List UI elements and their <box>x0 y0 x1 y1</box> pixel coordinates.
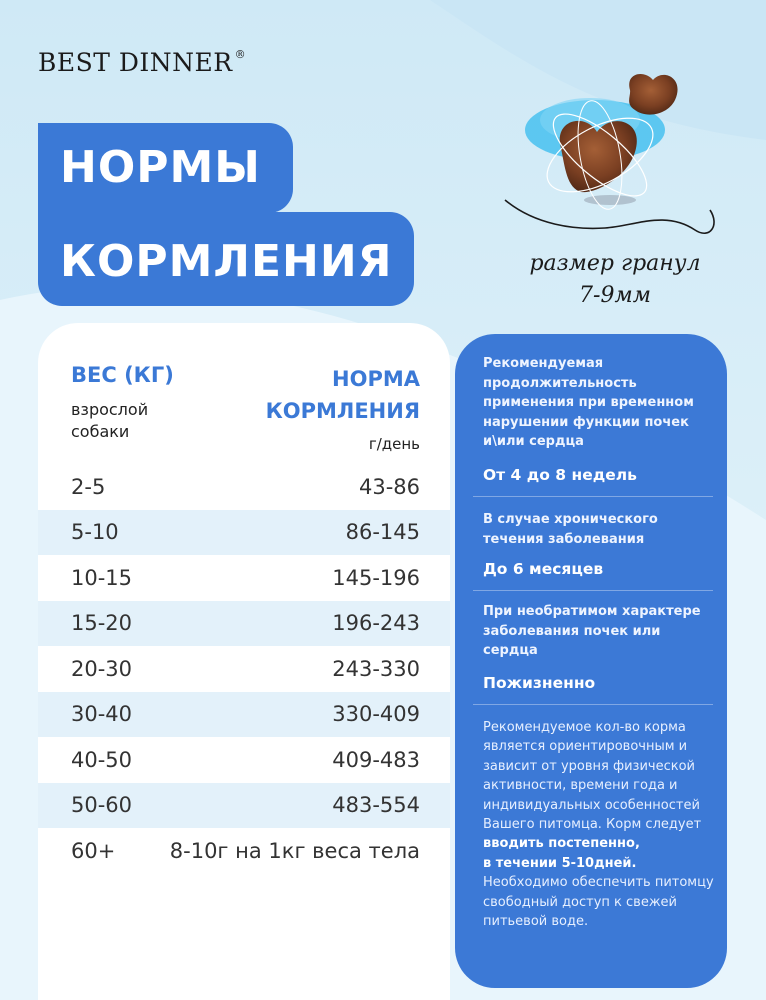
table-row <box>38 692 450 738</box>
norm-cell: 483-554 <box>332 793 420 818</box>
temporary-condition-duration: От 4 до 8 недель <box>483 466 637 484</box>
table-row <box>38 828 450 874</box>
weight-cell: 15-20 <box>71 611 133 636</box>
norm-cell: 409-483 <box>332 747 420 772</box>
weight-cell: 50-60 <box>71 793 133 818</box>
weight-cell: 60+ <box>71 838 116 863</box>
table-row <box>38 510 450 556</box>
granule-size-value: 7-9мм <box>579 283 651 308</box>
table-row <box>38 646 450 692</box>
granule-size-title: размер гранул <box>529 251 701 276</box>
weight-cell: 10-15 <box>71 565 133 590</box>
weight-header: ВЕС (КГ) <box>71 363 174 387</box>
weight-cell: 30-40 <box>71 702 133 727</box>
kibble-illustration <box>495 60 735 260</box>
norm-cell: 243-330 <box>332 656 420 681</box>
weight-cell: 2-5 <box>71 474 106 499</box>
table-row <box>38 737 450 783</box>
feeding-note-intro: Рекомендуемое кол-во корма является ориентировочным и зависит от уровня физической активности, времени года и индивидуальных особенностей Вашего питомца. Корм следует <box>483 720 702 833</box>
feeding-note-emphasis-1: вводить постепенно, <box>483 836 640 852</box>
feeding-table <box>38 323 450 1000</box>
norm-cell: 8-10г на 1кг веса тела <box>169 838 420 863</box>
chronic-condition-text: В случае хронического течения заболевания <box>483 512 658 547</box>
table-row <box>38 555 450 601</box>
norm-cell: 43-86 <box>358 474 420 499</box>
brand-name: BEST DINNER <box>38 48 233 77</box>
weight-subheader: взрослой собаки <box>71 400 149 441</box>
granule-size-label <box>500 248 730 312</box>
brand-logo <box>38 48 246 77</box>
feeding-note-water: Необходимо обеспечить питомцу свободный доступ к свежей питьевой воде. <box>483 875 714 930</box>
divider <box>473 704 713 705</box>
feeding-note <box>483 718 715 931</box>
norm-unit: г/день <box>368 435 420 453</box>
title-line-2: КОРМЛЕНИЯ <box>38 212 414 306</box>
weight-cell: 5-10 <box>71 520 119 545</box>
feeding-note-emphasis-2: в течении 5-10дней. <box>483 855 637 871</box>
irreversible-condition-duration: Пожизненно <box>483 674 596 692</box>
table-row <box>38 783 450 829</box>
norm-cell: 196-243 <box>332 611 420 636</box>
table-row <box>38 464 450 510</box>
title-line-1: НОРМЫ <box>38 123 293 213</box>
weight-cell: 20-30 <box>71 656 133 681</box>
irreversible-condition-text: При необратимом характере заболевания почек или сердца <box>483 604 701 658</box>
norm-header: НОРМА КОРМЛЕНИЯ <box>265 367 420 423</box>
brand-registered-mark: ® <box>234 48 247 61</box>
table-row <box>38 601 450 647</box>
norm-cell: 145-196 <box>332 565 420 590</box>
norm-cell: 86-145 <box>345 520 420 545</box>
chronic-condition-duration: До 6 месяцев <box>483 560 604 578</box>
weight-cell: 40-50 <box>71 747 133 772</box>
norm-cell: 330-409 <box>332 702 420 727</box>
table-body <box>38 464 450 874</box>
divider <box>473 590 713 591</box>
divider <box>473 496 713 497</box>
usage-duration-card <box>455 334 727 988</box>
temporary-condition-text: Рекомендуемая продолжительность применения при временном нарушении функции почек и\или сердца <box>483 356 694 449</box>
